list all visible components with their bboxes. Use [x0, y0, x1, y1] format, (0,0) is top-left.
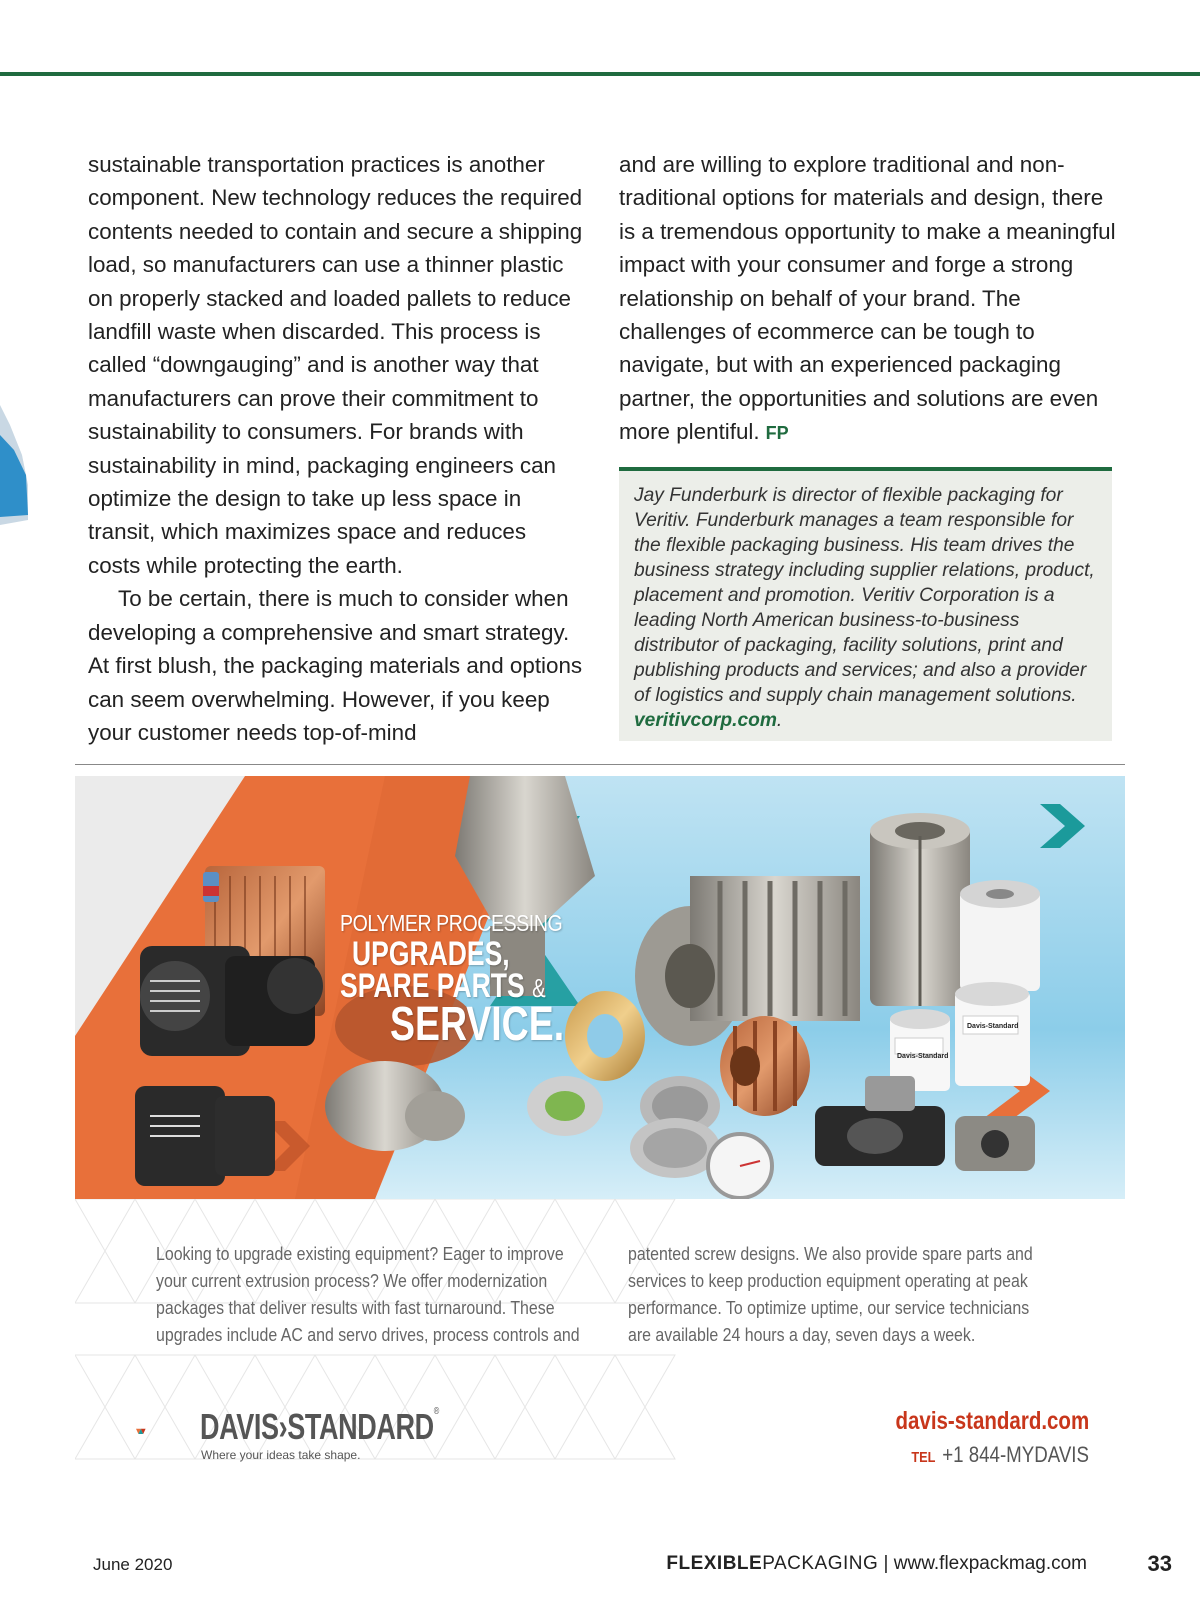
ad-headline-line-3-text: SPARE PARTS: [340, 967, 525, 1005]
filter-label: Davis-Standard: [897, 1053, 949, 1060]
author-bio-end: .: [776, 710, 783, 731]
davis-standard-logo: [200, 1406, 439, 1448]
tel-number[interactable]: +1 844-MYDAVIS: [942, 1442, 1089, 1467]
logo-tagline: Where your ideas take shape.: [201, 1448, 361, 1462]
magazine-name-bold: FLEXIBLE: [666, 1553, 763, 1574]
footer-date: June 2020: [93, 1555, 173, 1574]
filter-label: Davis-Standard: [967, 1023, 1019, 1030]
ad-headline-ampersand: &: [532, 973, 546, 1003]
cast-heater: [870, 813, 970, 1006]
ad-headline-line-1: POLYMER PROCESSING: [340, 910, 563, 936]
top-rule: [0, 72, 1200, 76]
ad-telephone: [911, 1442, 1089, 1468]
left-edge-photo-fragment: [0, 405, 28, 525]
ad-copy-right: patented screw designs. We also provide spare parts and services to keep production equipment operating at peak performance. To optimize uptime, our service technicians are available 24 hours a day, seven days a week.: [628, 1243, 1033, 1345]
ad-website-link[interactable]: davis-standard.com: [895, 1407, 1089, 1435]
article-paragraph-text: and are willing to explore traditional and non-traditional options for materials and design, there is a tremendous opportunity to make a meaningful impact with your consumer and forge a strong relationship on behalf of your brand. The challenges of ecommerce can be tough to navigate, but with an experienced packaging partner, the opportunities and solutions are even more plentiful.: [619, 152, 1116, 445]
footer-separator: |: [878, 1553, 894, 1574]
magazine-name-normal: PACKAGING: [762, 1553, 879, 1574]
copper-heater: [720, 1016, 810, 1116]
ad-headline-line-4: SERVICE.: [390, 998, 565, 1051]
author-bio-text: Jay Funderburk is director of flexible packaging for Veritiv. Funderburk manages a team responsible for the flexible packaging business. His team drives the business strategy including supplier relations, product, placement and promotion. Veritiv Corporation is a leading North American business-to-business distributor of packaging, facility solutions, print and publishing products and services; and also a provider of logistics and supply chain management solutions.: [634, 485, 1095, 706]
page-number: 33: [1147, 1551, 1172, 1576]
end-mark: FP: [765, 423, 789, 444]
logo-name-text: DAVIS›STANDARD: [200, 1406, 434, 1447]
article-paragraph: To be certain, there is much to consider when developing a comprehensive and smart strategy. At first blush, the packaging materials and options can seem overwhelming. However, if you keep your customer needs top-of-mind: [88, 586, 583, 745]
ad-copy-left: Looking to upgrade existing equipment? Eager to improve your current extrusion process? We offer modernization packages that deliver results with fast turnaround. These upgrades include AC and servo drives, process controls and: [156, 1243, 580, 1345]
logo-registered-mark: ®: [433, 1406, 439, 1417]
oil-filter-1: [960, 880, 1040, 991]
oil-filter-2: [955, 982, 1030, 1086]
davis-standard-logo-mark: [136, 1404, 196, 1464]
motor: [140, 946, 323, 1056]
tel-label: TEL: [911, 1449, 936, 1466]
ad-divider: [75, 764, 1125, 765]
article-paragraph: [619, 148, 1119, 451]
author-bio-link[interactable]: veritivcorp.com: [634, 710, 777, 731]
pressure-transducer: [955, 1116, 1035, 1171]
ad-headline: [340, 912, 613, 1049]
article-left-column: [88, 148, 583, 749]
author-bio-box: [619, 467, 1112, 741]
footer-website[interactable]: www.flexpackmag.com: [893, 1553, 1087, 1574]
article-right-column: [619, 148, 1119, 451]
blower: [135, 1086, 275, 1186]
footer-magazine: [666, 1553, 1087, 1575]
ad-headline-line-2: UPGRADES,: [352, 935, 510, 973]
article-paragraph: sustainable transportation practices is another component. New technology reduces the required contents needed to contain and secure a shipping load, so manufacturers can use a thinner plastic on properly stacked and loaded pallets to reduce landfill waste when discarded. This process is called “downgauging” and is another way that manufacturers can prove their commitment to sustainability to consumers. For brands with sustainability in mind, packaging engineers can optimize the design to take up less space in transit, which maximizes space and reduces costs while protecting the earth.: [88, 152, 583, 578]
